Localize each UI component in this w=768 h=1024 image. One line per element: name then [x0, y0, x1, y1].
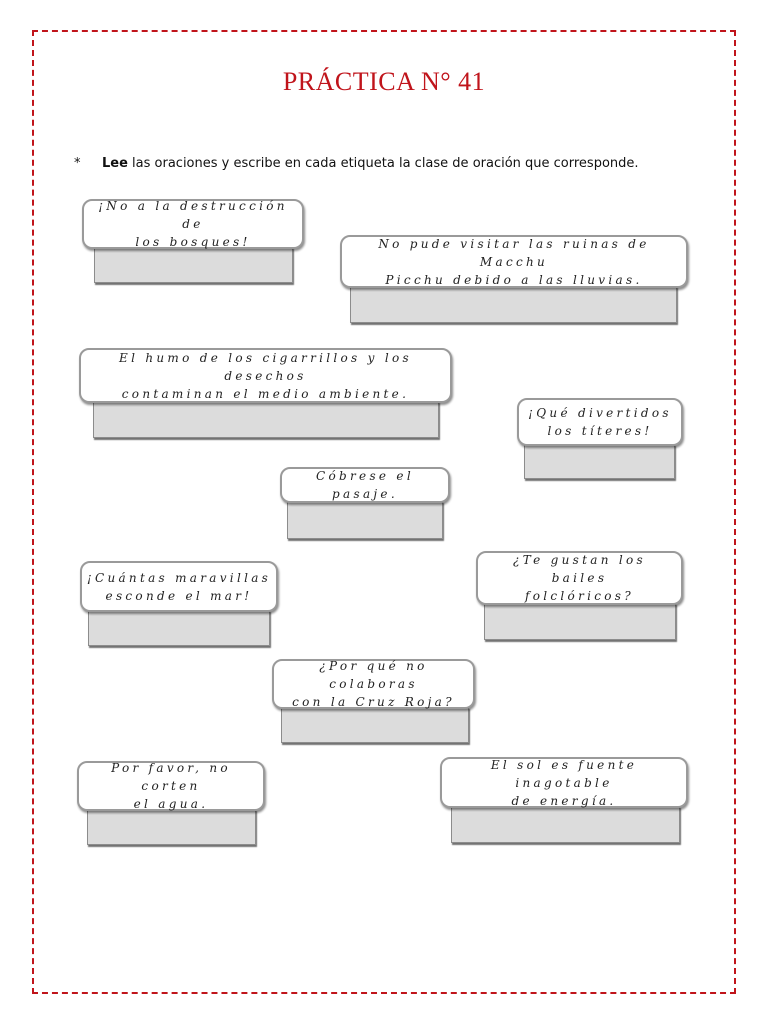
instruction-body: las oraciones y escribe en cada etiqueta la clase de oración que corresponde. — [127, 156, 639, 171]
answer-box[interactable] — [281, 707, 469, 743]
answer-box[interactable] — [88, 610, 270, 646]
sentence-text: ¡Qué divertidos los títeres! — [528, 406, 672, 438]
sentence-label — [517, 398, 683, 446]
sentence-text: Cóbrese el pasaje. — [316, 469, 414, 501]
sentence-text: El sol es fuente inagotable de energía. — [490, 757, 638, 808]
sentence-label — [476, 551, 683, 605]
sentence-text: Por favor, no corten el agua. — [111, 761, 231, 811]
sentence-label — [280, 467, 450, 503]
answer-box[interactable] — [524, 444, 675, 479]
answer-box[interactable] — [484, 603, 676, 640]
sentence-label — [272, 659, 475, 709]
sentence-label — [77, 761, 265, 811]
instruction-bold-word: Lee — [102, 156, 128, 171]
sentence-label — [79, 348, 452, 403]
bullet-asterisk: * — [74, 156, 81, 171]
sentence-text: El humo de los cigarrillos y los desechos contaminan el medio ambiente. — [119, 350, 412, 401]
sentence-label — [82, 199, 304, 249]
sentence-text: ¿Por qué no colaboras con la Cruz Roja? — [292, 659, 455, 709]
page-title: PRÁCTICA N° 41 — [282, 67, 486, 96]
sentence-text: No pude visitar las ruinas de Macchu Picchu debido a las lluvias. — [378, 236, 650, 287]
sentence-text: ¡No a la destrucción de los bosques! — [98, 199, 288, 249]
sentence-label — [80, 561, 278, 612]
answer-box[interactable] — [87, 809, 256, 845]
sentence-text: ¿Te gustan los bailes folclóricos? — [513, 553, 646, 603]
sentence-label — [440, 757, 688, 808]
sentence-text: ¡Cuántas maravillas esconde el mar! — [86, 570, 272, 603]
answer-box[interactable] — [287, 501, 443, 539]
answer-box[interactable] — [350, 286, 677, 323]
instruction-text — [74, 156, 639, 171]
answer-box[interactable] — [93, 401, 439, 438]
answer-box[interactable] — [451, 806, 680, 843]
answer-box[interactable] — [94, 247, 293, 283]
sentence-label — [340, 235, 688, 288]
